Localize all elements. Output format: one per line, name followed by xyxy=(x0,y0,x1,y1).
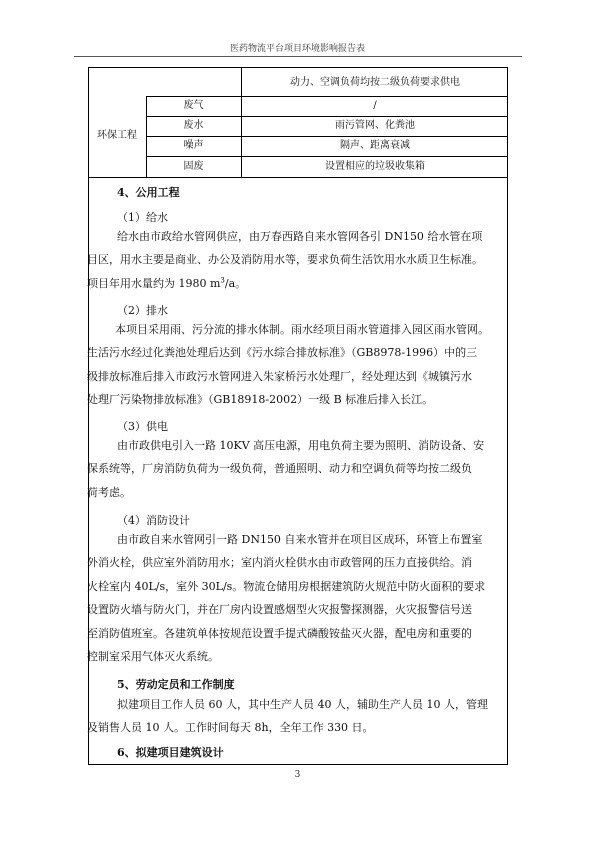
paragraph-line: 控制室采用气体灭火系统。 xyxy=(87,650,219,664)
paragraph-line: 拟建项目工作人员 60 人，其中生产人员 40 人，辅助生产人员 10 人，管理 xyxy=(117,698,488,711)
paragraph-line: 级排放标准后排入市政污水管网进入朱家桥污水处理厂，经处理达到《城镇污水 xyxy=(87,369,472,383)
paragraph-power xyxy=(87,434,505,504)
paragraph-line: 火栓室内 40L/s，室外 30L/s。物流仓储用房根据建筑防火规范中防火面积的要求 xyxy=(87,579,486,593)
paragraph-fire xyxy=(87,528,505,668)
paragraph-line: 荷考虑。 xyxy=(87,485,131,499)
subsection-title-power: （3）供电 xyxy=(117,420,168,433)
paragraph-line-with-unit xyxy=(87,272,505,295)
table-row-item: 废气 xyxy=(183,100,204,111)
table-row-item: 废水 xyxy=(183,120,204,131)
table-group-label: 环保工程 xyxy=(97,130,137,141)
table-row-measure: 雨污管网、化粪池 xyxy=(335,120,415,131)
paragraph-staffing xyxy=(87,693,505,740)
line-text: /a。 xyxy=(224,276,247,290)
table-row-item: 固废 xyxy=(183,161,204,172)
table-row-measure: 设置相应的垃圾收集箱 xyxy=(325,161,425,172)
paragraph-line: 设置防火墙与防火门，并在厂房内设置感烟型火灾报警探测器，火灾报警信号送 xyxy=(87,603,472,617)
paragraph-line: 目区，用水主要是商业、办公及消防用水等，要求负荷生活饮用水水质卫生标准。 xyxy=(87,253,483,267)
header-rule xyxy=(74,56,522,57)
section-heading-public-works: 4、公用工程 xyxy=(117,186,180,199)
table-row-measure: / xyxy=(373,100,377,111)
paragraph-line: 处理厂污染物排放标准》（GB18918-2002）一级 B 标准后排入长江。 xyxy=(87,393,434,407)
page-header: 医药物流平台项目环境影响报告表 xyxy=(229,44,365,54)
paragraph-line: 至消防值班室。各建筑单体按规范设置手提式磷酸铵盐灭火器，配电房和重要的 xyxy=(87,626,472,640)
paragraph-line: 外消火栓，供应室外消防用水；室内消火栓供水由市政管网的压力直接供给。消 xyxy=(87,556,472,570)
section-heading-building: 6、拟建项目建筑设计 xyxy=(117,746,224,759)
table-top-row-text: 动力、空调负荷均按二级负荷要求供电 xyxy=(290,77,460,88)
paragraph-line: 及销售人员 10 人。工作时间每天 8h，全年工作 330 日。 xyxy=(87,721,374,735)
paragraph-drainage xyxy=(87,318,505,412)
section-heading-staffing: 5、劳动定员和工作制度 xyxy=(117,678,235,691)
paragraph-line: 给水由市政给水管网供应，由万春西路自来水管网各引 DN150 给水管在项 xyxy=(117,230,483,243)
paragraph-line: 由市政供电引入一路 10KV 高压电源，用电负荷主要为照明、消防设备、安 xyxy=(117,439,485,452)
unit-superscript: 3 xyxy=(220,276,225,285)
subsection-title-fire: （4）消防设计 xyxy=(117,514,190,527)
paragraph-line: 本项目采用雨、污分流的排水体制。雨水经项目雨水管道排入园区雨水管网。 xyxy=(115,323,489,336)
page-number: 3 xyxy=(294,770,301,780)
subsection-title-water-supply: （1）给水 xyxy=(117,211,168,224)
line-text: 项目年用水量约为 1980 m xyxy=(87,276,221,290)
paragraph-line: 由市政自来水管网引一路 DN150 自来水管并在项目区成环，环管上布置室 xyxy=(117,533,483,546)
paragraph-line: 生活污水经过化粪池处理后达到《污水综合排放标准》（GB8978-1996）中的三 xyxy=(87,346,478,360)
paragraph-line: 保系统等，厂房消防负荷为一级负荷，普通照明、动力和空调负荷等均按二级负 xyxy=(87,462,472,476)
paragraph-water-supply xyxy=(87,225,505,295)
table-row-measure: 隔声、距离衰减 xyxy=(340,140,410,151)
subsection-title-drainage: （2）排水 xyxy=(117,304,168,317)
table-row-item: 噪声 xyxy=(183,140,204,151)
